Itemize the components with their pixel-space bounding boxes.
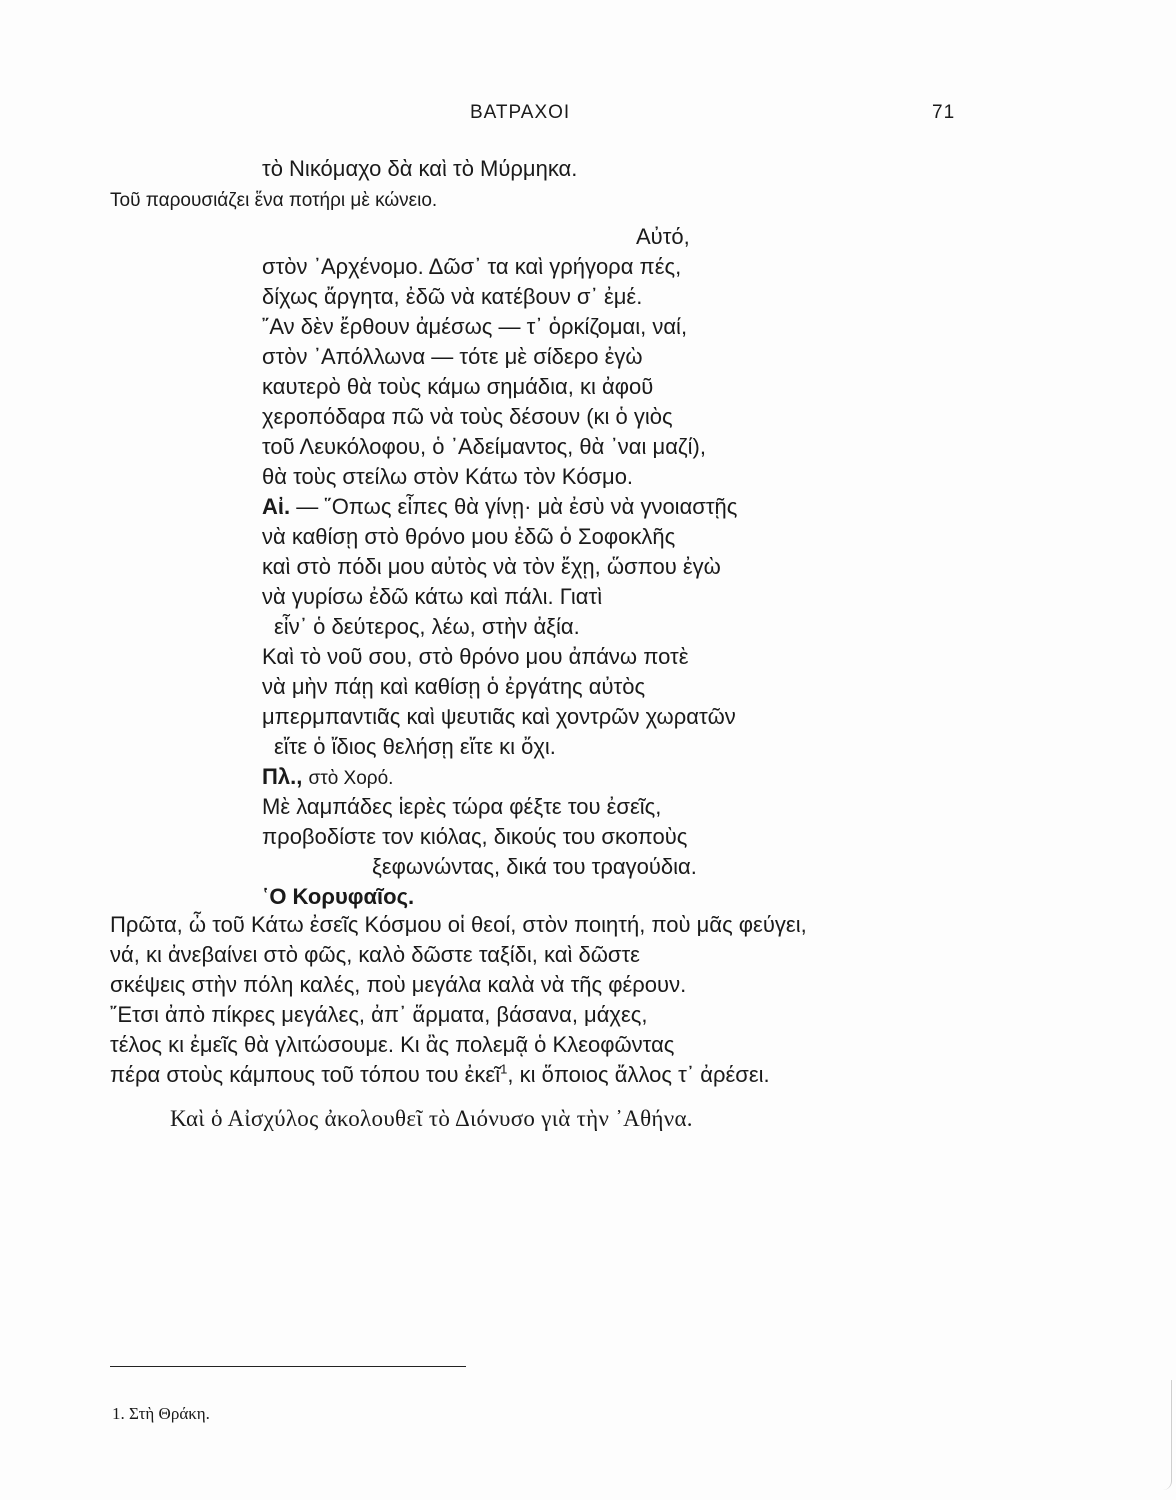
verse-line: καὶ στὸ πόδι μου αὐτὸς νὰ τὸν ἔχῃ, ὥσπου ἐγὼ xyxy=(262,554,721,579)
verse-line: Μὲ λαμπάδες ἱερὲς τώρα φέξτε του ἐσεῖς, xyxy=(262,794,662,819)
verse-line: νά, κι ἀνεβαίνει στὸ φῶς, καλὸ δῶστε ταξίδι, καὶ δῶστε xyxy=(110,942,640,967)
page-number: 71 xyxy=(932,102,956,123)
speech-line xyxy=(262,492,737,523)
verse-line: τοῦ Λευκόλοφου, ὁ ᾿Αδείμαντος, θὰ ᾿ναι μαζί), xyxy=(262,434,706,459)
verse-line: χεροπόδαρα πῶ νὰ τοὺς δέσουν (κι ὁ γιὸς xyxy=(262,404,673,429)
verse-line: τὸ Νικόμαχο δὰ καὶ τὸ Μύρμηκα. xyxy=(262,156,578,181)
verse-line: καυτερὸ θὰ τοὺς κάμω σημάδια, κι ἀφοῦ xyxy=(262,374,654,399)
verse-line: θὰ τοὺς στείλω στὸν Κάτω τὸν Κόσμο. xyxy=(262,464,634,489)
verse-line: νὰ μὴν πάῃ καὶ καθίσῃ ὁ ἐργάτης αὐτὸς xyxy=(262,674,646,699)
verse-line: στὸν ᾿Αρχένομο. Δῶσ᾿ τα καὶ γρήγορα πές, xyxy=(262,254,682,279)
verse-line: ξεφωνώντας, δικά του τραγούδια. xyxy=(372,854,697,879)
speech-text: — ῞Οπως εἶπες θὰ γίνῃ· μὰ ἐσὺ νὰ γνοιαστῇς xyxy=(296,494,738,519)
verse-line xyxy=(110,1060,770,1091)
verse-line: εἶν᾿ ὁ δεύτερος, λέω, στὴν ἀξία. xyxy=(274,614,580,639)
speech-line xyxy=(262,762,393,795)
running-title: ΒΑΤΡΑΧΟΙ xyxy=(470,102,571,123)
page-curl-edge xyxy=(1163,1380,1172,1490)
verse-line: Πρῶτα, ὦ τοῦ Κάτω ἐσεῖς Κόσμου οἱ θεοί, στὸν ποιητή, ποὺ μᾶς φεύγει, xyxy=(110,912,807,937)
verse-line: ῎Ετσι ἀπὸ πίκρες μεγάλες, ἀπ᾿ ἅρματα, βάσανα, μάχες, xyxy=(110,1002,648,1027)
verse-line: Αὐτό, xyxy=(636,224,690,249)
verse-line: στὸν ᾿Απόλλωνα — τότε μὲ σίδερο ἐγὼ xyxy=(262,344,643,369)
verse-line: νὰ καθίσῃ στὸ θρόνο μου ἐδῶ ὁ Σοφοκλῆς xyxy=(262,524,676,549)
closing-stage-direction: Καὶ ὁ Αἰσχύλος ἀκολουθεῖ τὸ Διόνυσο γιὰ τὴν ᾿Αθήνα. xyxy=(170,1106,693,1131)
verse-line: προβοδίστε τον κιόλας, δικούς του σκοποὺς xyxy=(262,824,688,849)
speaker-label: Πλ., xyxy=(262,764,303,789)
speaker-heading: ῾Ο Κορυφαῖος. xyxy=(262,884,415,909)
verse-line: τέλος κι ἐμεῖς θὰ γλιτώσουμε. Κι ἂς πολεμᾷ ὁ Κλεοφῶντας xyxy=(110,1032,675,1057)
verse-line: εἴτε ὁ ἴδιος θελήσῃ εἴτε κι ὄχι. xyxy=(274,734,556,759)
footnote: 1. Στὴ Θράκη. xyxy=(112,1404,210,1423)
verse-text: πέρα στοὺς κάμπους τοῦ τόπου του ἐκεῖ xyxy=(110,1062,501,1087)
verse-line: νὰ γυρίσω ἐδῶ κάτω καὶ πάλι. Γιατὶ xyxy=(262,584,603,609)
stage-direction: Τοῦ παρουσιάζει ἕνα ποτήρι μὲ κώνειο. xyxy=(110,190,438,211)
verse-text-tail: , κι ὅποιος ἄλλος τ᾿ ἀρέσει. xyxy=(507,1062,770,1087)
verse-line: Καὶ τὸ νοῦ σου, στὸ θρόνο μου ἀπάνω ποτὲ xyxy=(262,644,689,669)
verse-line: μπερμπαντιᾶς καὶ ψευτιᾶς καὶ χοντρῶν χωρατῶν xyxy=(262,704,736,729)
verse-line: ῎Αν δὲν ἔρθουν ἀμέσως — τ᾿ ὁρκίζομαι, ναί, xyxy=(262,314,688,339)
verse-line: σκέψεις στὴν πόλη καλές, ποὺ μεγάλα καλὰ νὰ τῆς φέρουν. xyxy=(110,972,687,997)
verse-line: δίχως ἄργητα, ἐδῶ νὰ κατέβουν σ᾿ ἐμέ. xyxy=(262,284,643,309)
stage-direction: στὸ Χορό. xyxy=(308,768,394,789)
footnote-reference: 1 xyxy=(500,1061,508,1077)
speaker-label: Αἰ. xyxy=(262,494,291,519)
footnote-divider xyxy=(110,1366,466,1367)
